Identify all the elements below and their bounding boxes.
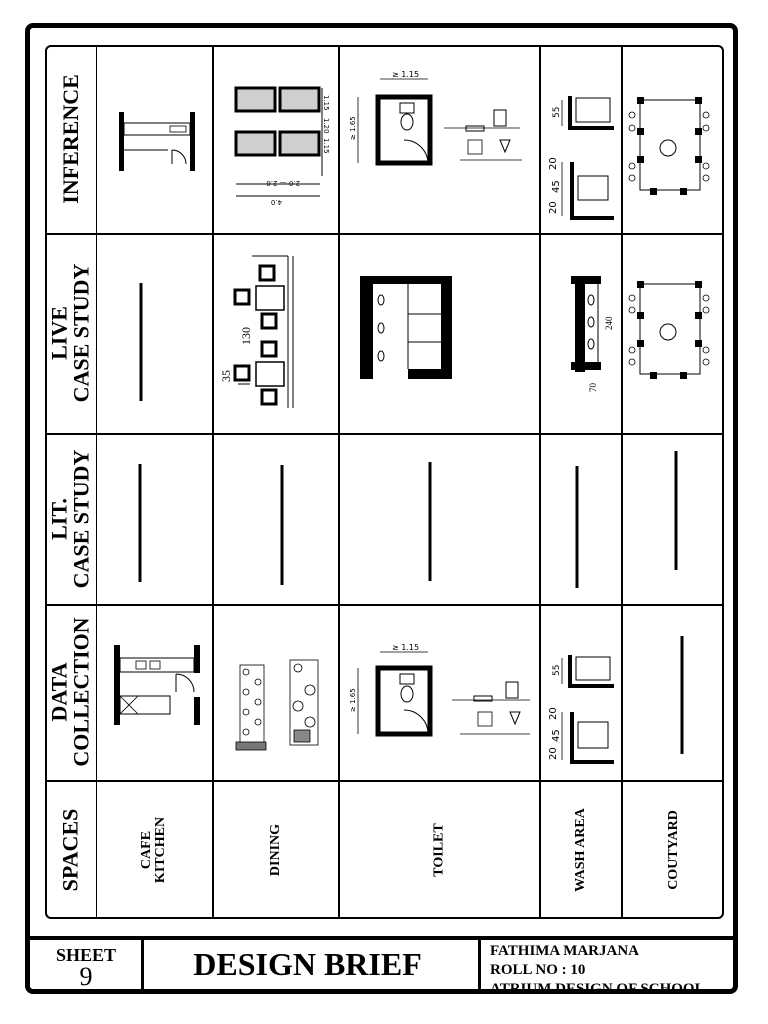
project-name: ATRIUM DESIGN OF SCHOOL (490, 981, 705, 997)
wash-dim-70: 70 (588, 383, 598, 392)
toilet-width-dim: ≥ 1.15 (392, 70, 420, 79)
dim-115b: 1.15 (322, 138, 330, 154)
toilet-live-plan (360, 276, 452, 379)
sheet-number-block (40, 946, 132, 990)
dim-40: 4.0 (270, 198, 282, 206)
wash-data-dim-20b: 20 (548, 747, 559, 760)
cafe-kitchen-data-plan (114, 645, 200, 725)
wash-area-inference-plan (562, 96, 614, 218)
row-label-data-collection: DATA COLLECTION (46, 617, 94, 767)
toilet-inference-plan (358, 79, 522, 164)
title-block-divider (25, 936, 738, 940)
space-dining: DINING (268, 823, 283, 876)
wash-dim-55: 55 (552, 106, 562, 118)
courtyard-inference-plan (629, 97, 709, 195)
author-name: FATHIMA MARJANA (490, 943, 640, 959)
space-cafe-kitchen: CAFE KITCHEN (139, 816, 169, 883)
sheet-label: SHEET (55, 945, 117, 965)
toilet-depth-dim: ≥ 1.65 (349, 116, 357, 140)
space-wash-area: WASH AREA (573, 807, 589, 892)
toilet-data-depth-dim: ≥ 1.65 (349, 688, 357, 712)
wash-dim-240: 240 (604, 316, 614, 330)
toilet-data-plan (358, 652, 530, 734)
dim-120: 1.20 (322, 118, 330, 134)
wash-dim-20a: 20 (548, 157, 559, 170)
wash-area-live-plan (571, 276, 601, 372)
wash-data-dim-20a: 20 (548, 707, 559, 720)
row-label-lit-case-study: LIT. CASE STUDY (46, 449, 94, 588)
space-toilet: TOILET (431, 822, 447, 877)
wash-dim-20b: 20 (548, 201, 559, 214)
page-title: DESIGN BRIEF (193, 946, 422, 982)
roll-number: ROLL NO : 10 (490, 962, 586, 978)
author-info (490, 942, 705, 999)
wash-data-dim-55: 55 (552, 664, 562, 676)
title-block-sep-2 (478, 938, 481, 994)
dim-20: 2.0 — 2.0 (266, 179, 300, 187)
row-label-inference: INFERENCE (57, 74, 83, 204)
row-label-spaces: SPACES (57, 808, 83, 891)
row-label-live-case-study: LIVE CASE STUDY (46, 263, 94, 403)
dining-dim-35: 35 (219, 370, 233, 382)
title-block-sep-1 (141, 938, 144, 994)
space-courtyard: COUTYARD (665, 809, 681, 890)
wash-dim-45: 45 (551, 180, 562, 193)
dim-115a: 1.15 (322, 95, 330, 111)
dining-data-sketches (236, 660, 318, 750)
dining-dim-130: 130 (239, 327, 253, 345)
cafe-kitchen-inference-plan (119, 112, 195, 171)
sheet-number: 9 (79, 962, 93, 991)
wash-data-dim-45: 45 (551, 729, 562, 742)
toilet-data-width-dim: ≥ 1.15 (392, 643, 420, 652)
wash-area-data-plan (562, 655, 614, 762)
courtyard-live-plan (629, 281, 709, 379)
